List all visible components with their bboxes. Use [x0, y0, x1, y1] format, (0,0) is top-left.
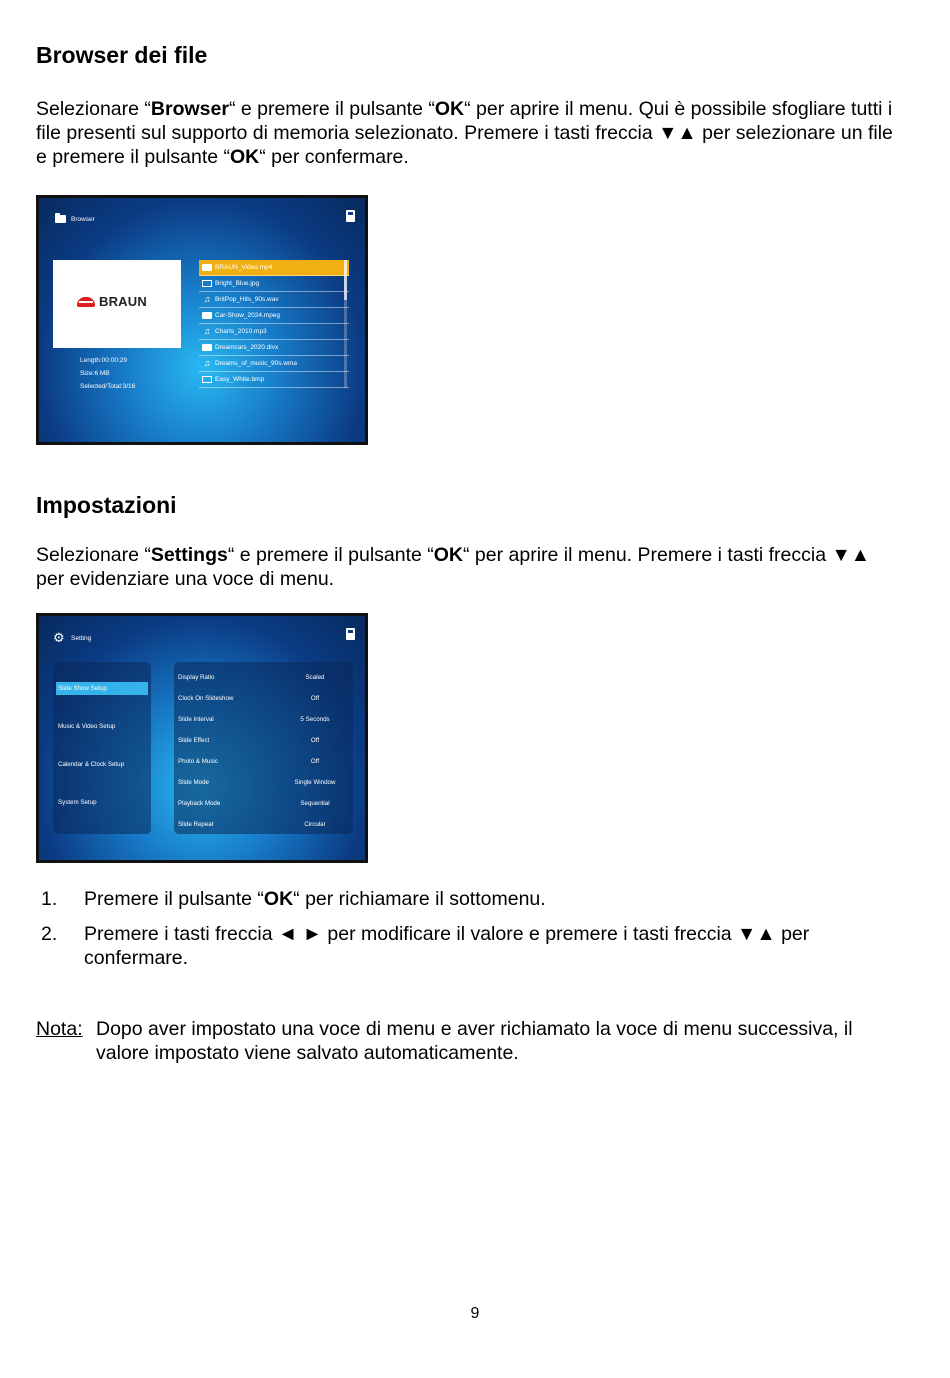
- sd-card-icon: [346, 628, 355, 640]
- settings-category-item[interactable]: Slide Show Setup: [56, 682, 148, 695]
- option-value: 5 Seconds: [300, 716, 330, 723]
- settings-category-item[interactable]: System Setup: [58, 799, 97, 806]
- option-value: Single Window: [294, 779, 336, 786]
- page-number: 9: [470, 1305, 480, 1322]
- file-row[interactable]: [199, 292, 349, 308]
- image-icon: [202, 376, 212, 383]
- video-icon: [202, 264, 212, 271]
- file-row[interactable]: [199, 260, 349, 276]
- settings-category-item[interactable]: Music & Video Setup: [58, 723, 116, 730]
- settings-screen-title: Setting: [71, 635, 92, 642]
- folder-icon: [55, 215, 66, 223]
- section-title-settings: Impostazioni: [36, 492, 177, 518]
- file-selected-total: Selected/Total:3/16: [80, 383, 136, 390]
- sd-card-icon: [346, 210, 355, 222]
- option-label: Slide Effect: [178, 737, 210, 744]
- file-preview: [53, 260, 181, 348]
- settings-options-panel: [174, 662, 353, 834]
- file-list-scrollbar[interactable]: [344, 260, 347, 388]
- settings-option-row[interactable]: [178, 751, 350, 772]
- video-icon: [202, 312, 212, 319]
- file-size: Size:6 MB: [80, 370, 110, 377]
- braun-logo-mark: [77, 297, 95, 307]
- option-label: Playback Mode: [178, 800, 221, 807]
- file-list: [199, 260, 349, 388]
- option-value: Sequential: [300, 800, 330, 807]
- settings-description: Selezionare “Settings“ e premere il pulsante “OK“ per aprire il menu. Premere i tasti freccia ▼▲ per evidenziare una voce di menu.: [36, 544, 871, 590]
- browser-screen: [39, 198, 365, 442]
- browser-description: Selezionare “Browser“ e premere il pulsante “OK“ per aprire il menu. Qui è possibile sfogliare tutti i file presenti sul supporto di memoria selezionato. Premere i tasti freccia ▼▲ per selezionare un file e premere il pulsante “OK“ per confermare.: [36, 98, 893, 168]
- step-bold: OK: [263, 888, 294, 910]
- gear-icon: ⚙: [53, 630, 65, 645]
- list-item: [36, 887, 896, 911]
- settings-option-row[interactable]: [178, 688, 350, 709]
- file-row[interactable]: [199, 308, 349, 324]
- note-text: Dopo aver impostato una voce di menu e aver richiamato la voce di menu successiva, il valore impostato viene salvato automaticamente.: [96, 1018, 853, 1064]
- file-name: Car-Show_2024.mpeg: [215, 312, 281, 319]
- file-name: Charts_2010.mp3: [215, 328, 267, 335]
- settings-screenshot: [36, 613, 368, 863]
- braun-logo-text: BRAUN: [99, 294, 147, 309]
- settings-option-row[interactable]: [178, 814, 350, 835]
- file-name: Bright_Blue.jpg: [215, 280, 260, 287]
- step-text: Premere il pulsante “: [84, 888, 264, 910]
- settings-option-row[interactable]: [178, 772, 350, 793]
- file-row[interactable]: [199, 340, 349, 356]
- file-name: BritPop_Hits_90s.wav: [215, 296, 279, 303]
- settings-option-row[interactable]: [178, 709, 350, 730]
- settings-screen: [39, 616, 365, 860]
- video-icon: [202, 344, 212, 351]
- option-value: Circular: [304, 821, 326, 828]
- browser-screen-title: Browser: [71, 216, 95, 223]
- file-length: Length:00:00:29: [80, 357, 127, 364]
- file-name: Dreams_of_music_90s.wma: [215, 360, 298, 367]
- option-label: Display Ratio: [178, 674, 215, 681]
- music-icon: ♫: [203, 326, 211, 336]
- option-label: Slide Repeat: [178, 821, 214, 828]
- note-label: Nota:: [36, 1018, 83, 1040]
- settings-option-row[interactable]: [178, 667, 350, 688]
- option-label: Clock On Slideshow: [178, 695, 234, 702]
- settings-category-item[interactable]: Calendar & Clock Setup: [58, 761, 125, 768]
- step-number: 2.: [41, 923, 58, 945]
- file-row[interactable]: [199, 356, 349, 372]
- file-row[interactable]: [199, 372, 349, 388]
- settings-option-row[interactable]: [178, 793, 350, 814]
- option-label: Slide Interval: [178, 716, 214, 723]
- music-icon: ♫: [203, 358, 211, 368]
- settings-option-row[interactable]: [178, 730, 350, 751]
- music-icon: ♫: [203, 294, 211, 304]
- option-value: Off: [310, 695, 320, 702]
- option-value: Scaled: [305, 674, 325, 681]
- file-name: Easy_White.bmp: [215, 376, 265, 383]
- braun-logo: [77, 294, 147, 309]
- browser-screenshot: [36, 195, 368, 445]
- file-name: BRAUN_Video.mp4: [215, 264, 273, 271]
- option-label: Slide Mode: [178, 779, 209, 786]
- step-text: Premere i tasti freccia ◄ ► per modificare il valore e premere i tasti freccia ▼▲ per confermare.: [84, 923, 810, 969]
- file-row[interactable]: [199, 276, 349, 292]
- step-text-end: “ per richiamare il sottomenu.: [293, 888, 546, 910]
- section-title-browser: Browser dei file: [36, 42, 208, 68]
- option-value: Off: [310, 737, 320, 744]
- list-item: [36, 922, 896, 970]
- option-value: Off: [310, 758, 320, 765]
- file-row[interactable]: [199, 324, 349, 340]
- step-number: 1.: [41, 888, 58, 910]
- steps-list: [36, 887, 896, 981]
- option-label: Photo & Music: [178, 758, 218, 765]
- image-icon: [202, 280, 212, 287]
- settings-category-panel: [53, 662, 151, 834]
- file-name: Dreamcars_2020.divx: [215, 344, 279, 351]
